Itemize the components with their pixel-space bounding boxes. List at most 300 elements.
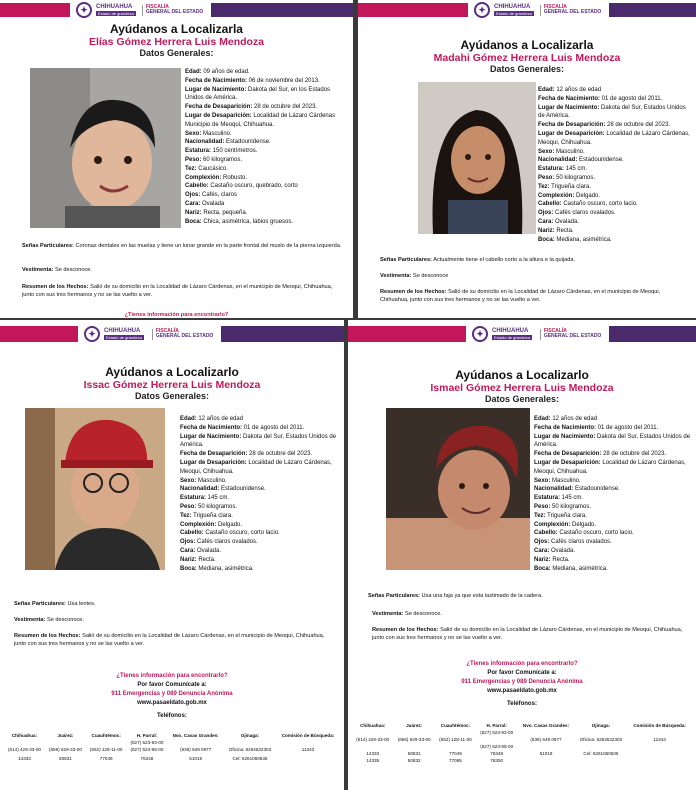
field-row: [185, 68, 350, 77]
phone-row: [352, 757, 692, 764]
field-value: Cafés claros ovalados.: [549, 539, 612, 546]
phone-cell: (614) 429-33-00: [356, 737, 390, 742]
field-label: Estatura:: [180, 495, 207, 502]
fields-list: [185, 68, 350, 226]
resumen-hechos: [380, 288, 690, 304]
phone-cell: (627) 523-93-00: [130, 740, 164, 745]
field-row: [538, 218, 694, 227]
field-value: 28 de octubre del 2023.: [252, 104, 318, 111]
vest-label: Vestimenta:: [380, 273, 412, 279]
fields-list: [534, 415, 694, 573]
field-value: 50 kilogramos.: [196, 503, 238, 510]
field-label: Cabello:: [534, 530, 558, 537]
field-row: [534, 521, 694, 530]
phone-header: Ojinaga:: [240, 733, 260, 738]
field-label: Cabello:: [538, 201, 562, 208]
field-value: Masculino.: [196, 477, 227, 484]
phone-cell: 76348: [140, 756, 154, 761]
field-label: Boca:: [538, 236, 555, 243]
phone-cell: [45, 739, 86, 746]
poster-heading: Ayúdanos a Localizarlo: [455, 368, 589, 382]
field-row: [538, 86, 694, 95]
field-row: [180, 512, 342, 521]
magenta-bar: [0, 3, 70, 17]
fiscalia-line2: GENERAL DEL ESTADO: [543, 9, 602, 15]
field-value: Ovalada.: [549, 547, 576, 554]
phone-cell: [575, 757, 628, 764]
purple-bar: [211, 3, 353, 17]
field-row: [180, 494, 342, 503]
phone-cell: 77065: [449, 758, 462, 763]
field-value: Trigueña clara.: [545, 512, 587, 519]
senas-label: Señas Particulares:: [368, 593, 420, 599]
field-row: [534, 433, 694, 451]
phone-row: [4, 739, 340, 746]
field-value: 145 cm.: [206, 495, 230, 502]
field-row: [180, 477, 342, 486]
field-row: [185, 165, 350, 174]
field-value: Recta.: [554, 227, 574, 234]
phone-header: Nvo. Casas Grandes:: [172, 733, 219, 738]
field-label: Nariz:: [180, 556, 197, 563]
field-label: Fecha de Nacimiento:: [534, 424, 597, 431]
phone-cell: 76350: [490, 758, 504, 763]
field-label: Ojos:: [185, 192, 201, 199]
field-row: [185, 77, 350, 86]
field-label: Nacionalidad:: [180, 486, 220, 493]
senas-text: Usa lentes.: [67, 601, 96, 607]
field-label: Fecha de Desaparición:: [534, 451, 602, 458]
field-label: Tez:: [185, 165, 197, 172]
vest-text: Se desconoce.: [54, 267, 92, 273]
fiscalia-label: [540, 329, 602, 340]
poster-issac: [0, 320, 344, 790]
field-row: [185, 182, 350, 191]
emergency-lines: 911 Emergencias y 089 Denuncia Anónima: [111, 691, 233, 697]
poster-heading: Ayúdanos a Localizarla: [460, 38, 594, 52]
field-value: Chica, asimétrica, labios gruesos.: [201, 218, 294, 225]
phone-cell: Oficina: 6264532303: [579, 737, 623, 742]
field-row: [534, 503, 694, 512]
field-row: [185, 138, 350, 147]
field-row: [180, 521, 342, 530]
phone-row: [4, 755, 340, 762]
contact-block: [0, 672, 344, 721]
state-logo: [472, 326, 532, 342]
field-row: [180, 547, 342, 556]
hechos-text: Salió de su domicilio en la Localidad de Lázaro Cárdenas, en el municipio de Meoqui, Chihuahua, junto con sus tres hermanos y no se las vuelto a ver.: [380, 289, 661, 303]
field-label: Lugar de Desaparición:: [534, 459, 601, 466]
purple-bar: [221, 326, 344, 342]
brand-tag: Estado de grandeza: [98, 10, 134, 16]
header-band: [0, 324, 344, 344]
field-label: Lugar de Nacimiento:: [538, 104, 600, 111]
hechos-text: Salió de su domicilio en la Localidad de Lázaro Cárdenas, en el municipio de Meoqui, Chihuahua, junto con sus tres hermanos y no se las vuelto a ver.: [22, 284, 333, 298]
vest-text: Se desconoce.: [46, 617, 84, 623]
phone-cell: (627) 523-93-00: [480, 730, 514, 735]
field-row: [180, 503, 342, 512]
state-seal-icon: ✦: [474, 2, 490, 18]
field-label: Fecha de Desaparición:: [538, 122, 606, 129]
phone-cell: Cel: 6261060636: [583, 751, 619, 756]
field-row: [534, 538, 694, 547]
state-logo: [84, 326, 144, 342]
phone-cell: [276, 739, 340, 746]
field-label: Complexión:: [538, 192, 575, 199]
section-title: Datos Generales:: [139, 48, 214, 58]
phone-row: [352, 729, 692, 736]
field-row: [534, 415, 694, 424]
phone-header: Comisión de Búsqueda:: [633, 723, 686, 728]
brand-text: CHIHUAHUA: [494, 4, 531, 11]
field-row: [534, 477, 694, 486]
phone-cell: 50831: [407, 751, 421, 756]
fiscalia-line2: GENERAL DEL ESTADO: [543, 333, 602, 339]
field-label: Nacionalidad:: [185, 139, 225, 146]
fiscalia-label: [152, 329, 214, 340]
field-row: [185, 209, 350, 218]
senas-particulares: [22, 242, 344, 250]
field-label: Lugar de Desaparición:: [180, 459, 247, 466]
phone-cell: Oficina: 6264532303: [228, 747, 272, 752]
phone-header: H. Parral:: [136, 733, 158, 738]
field-value: Masculino.: [201, 130, 232, 137]
field-label: Sexo:: [534, 477, 551, 484]
senas-text: Coronas dentales en las muelas y tiene un lunar grande en la parte frontal del muslo de la pierna izquierda.: [75, 243, 342, 249]
field-value: Robusto.: [221, 174, 248, 181]
purple-bar: [609, 3, 696, 17]
field-label: Edad:: [185, 69, 202, 75]
resumen-hechos: [372, 626, 690, 642]
field-row: [185, 147, 350, 156]
field-value: Ovalada.: [553, 218, 580, 225]
field-value: Localidad de Lázaro Cárdenas Municipio de Meoqui, Chihuahua.: [185, 112, 336, 128]
poster-madahi: [358, 0, 696, 318]
field-value: 60 kilogramos.: [201, 156, 243, 163]
field-label: Nacionalidad:: [538, 157, 578, 164]
field-value: Delgado.: [570, 521, 597, 528]
vest-text: Se desconoce.: [404, 611, 442, 617]
state-logo: [474, 2, 534, 18]
field-label: Edad:: [534, 416, 551, 422]
field-row: [538, 209, 694, 218]
field-row: [534, 450, 694, 459]
field-row: [534, 494, 694, 503]
field-label: Estatura:: [185, 148, 212, 155]
field-value: Recta.: [550, 556, 570, 563]
field-value: Estadounidense.: [224, 139, 271, 146]
field-value: Ovalada: [200, 200, 225, 207]
brand-text: CHIHUAHUA: [492, 328, 529, 335]
phone-cell: 50832: [407, 758, 421, 763]
field-label: Tez:: [180, 512, 192, 519]
field-value: 145 cm.: [560, 495, 584, 502]
field-label: Fecha de Desaparición:: [180, 451, 248, 458]
senas-label: Señas Particulares:: [14, 601, 66, 607]
field-value: Dakota del Sur, Estados Unidos de América.: [180, 433, 337, 449]
field-label: Edad:: [538, 87, 555, 93]
phone-cell: [393, 729, 434, 736]
phone-header: Comisión de Búsqueda:: [281, 733, 335, 738]
fields-list: [180, 415, 342, 573]
field-label: Cara:: [180, 547, 196, 554]
vestimenta: [380, 272, 690, 280]
phone-cell: [627, 743, 692, 750]
field-row: [180, 538, 342, 547]
hechos-text: Salió de su domicilio en la Localidad de Lázaro Cárdenas, en el municipio de Meoqui, Chihuahua, junto con sus tres hermanos y no se las vuelto a ver.: [372, 627, 683, 641]
field-label: Complexión:: [534, 521, 571, 528]
field-value: Castaño oscuro, corto lacio.: [557, 530, 634, 537]
field-row: [538, 174, 694, 183]
phone-cell: [627, 757, 692, 764]
phone-header: Chihuahua:: [360, 723, 386, 728]
field-label: Fecha de Nacimiento:: [180, 424, 243, 431]
brand-tag: Estado de grandeza: [106, 334, 142, 340]
person-photo: [30, 68, 181, 228]
field-value: Caucásico.: [196, 165, 228, 172]
fiscalia-line2: GENERAL DEL ESTADO: [155, 333, 214, 339]
field-label: Sexo:: [185, 130, 202, 137]
field-row: [180, 565, 342, 574]
phone-cell: (627) 523-95-00: [130, 747, 164, 752]
phone-header: Nvo. Casas Grandes:: [522, 723, 570, 728]
phone-cell: (636) 649 0977: [180, 747, 212, 752]
field-label: Fecha de Nacimiento:: [185, 77, 248, 84]
phone-cell: [224, 739, 276, 746]
phone-cell: 11343: [653, 737, 666, 742]
field-value: 28 de octubre del 2023.: [605, 122, 671, 129]
phone-cell: [517, 757, 574, 764]
field-value: 09 años de edad.: [201, 69, 250, 75]
brand-tag: Estado de grandeza: [494, 334, 530, 340]
phone-cell: [476, 736, 517, 743]
section-title: Datos Generales:: [484, 394, 560, 404]
field-row: [538, 227, 694, 236]
fiscalia-line1: FISCALÍA: [155, 327, 179, 334]
person-photo: [386, 408, 530, 570]
poster-heading: Ayúdanos a Localizarlo: [105, 365, 239, 379]
field-row: [534, 547, 694, 556]
field-row: [180, 433, 342, 451]
field-value: 150 centímetros.: [211, 148, 258, 155]
header-band: [358, 0, 696, 20]
field-label: Lugar de Nacimiento:: [180, 433, 242, 440]
field-row: [538, 130, 694, 148]
phone-cell: 14333: [366, 751, 380, 756]
phone-cell: 14335: [366, 758, 380, 763]
field-value: Castaño oscuro, corto lacio.: [561, 201, 638, 208]
field-value: Mediana, asimétrica.: [554, 236, 612, 243]
field-value: Mediana, asimétrica.: [550, 565, 608, 572]
field-row: [185, 218, 350, 227]
emergency-lines: 911 Emergencias y 089 Denuncia Anónima: [461, 679, 583, 685]
phone-cell: [435, 729, 476, 736]
field-row: [180, 485, 342, 494]
phone-header: H. Parral:: [486, 723, 507, 728]
field-label: Ojos:: [538, 210, 554, 217]
person-name: Elías Gómez Herrera Luis Mendoza: [88, 36, 265, 48]
field-row: [180, 415, 342, 424]
field-row: [180, 556, 342, 565]
contact-block: [348, 660, 696, 709]
phone-cell: [352, 729, 393, 736]
phone-cell: 14333: [18, 756, 31, 761]
phone-cell: [352, 743, 393, 750]
phone-cell: [627, 750, 692, 757]
person-name: Ismael Gómez Herrera Luis Mendoza: [430, 382, 614, 394]
hechos-text: Salió de su domicilio en la Localidad de Lázaro Cárdenas, en el municipio de Meoqui, Chihuahua, junto con sus tres hermanos y no se las vuelto a ver.: [14, 633, 325, 647]
field-label: Boca:: [534, 565, 551, 572]
senas-particulares: [368, 592, 686, 600]
poster-heading: Ayúdanos a Localizarla: [110, 22, 243, 36]
field-value: 28 de octubre del 2023.: [601, 451, 667, 458]
phone-cell: [517, 743, 574, 750]
contact-question: ¿Tienes información para encontrarlo?: [466, 661, 578, 667]
field-row: [180, 529, 342, 538]
fiscalia-line2: GENERAL DEL ESTADO: [145, 9, 204, 15]
vest-label: Vestimenta:: [22, 267, 54, 273]
field-label: Tez:: [538, 183, 550, 190]
phone-cell: (614) 429-33-00: [8, 747, 41, 752]
fiscalia-line1: FISCALÍA: [543, 3, 567, 10]
phone-cell: (652) 128-11-00: [89, 747, 123, 752]
field-row: [185, 130, 350, 139]
poster-ismael: [348, 320, 696, 790]
field-label: Cara:: [185, 200, 201, 207]
magenta-bar: [0, 326, 78, 342]
field-label: Fecha de Desaparición:: [185, 104, 253, 111]
field-label: Sexo:: [180, 477, 197, 484]
vestimenta: [14, 616, 334, 624]
phone-row: [4, 746, 340, 753]
field-row: [185, 112, 350, 130]
field-label: Estatura:: [534, 495, 561, 502]
field-value: 28 de octubre del 2023.: [247, 451, 313, 458]
phone-cell: 76348: [490, 751, 504, 756]
field-value: Castaño oscuro, corto lacio.: [203, 530, 280, 537]
field-value: Cafés claros ovalados.: [195, 539, 258, 546]
field-label: Lugar de Nacimiento:: [534, 433, 596, 440]
senas-label: Señas Particulares:: [380, 257, 432, 263]
resumen-hechos: [22, 283, 344, 299]
phone-cell: (652) 128-11-00: [439, 737, 472, 742]
field-value: 12 años de edad: [554, 87, 602, 93]
field-label: Boca:: [180, 565, 197, 572]
senas-particulares: [380, 256, 690, 264]
field-row: [538, 192, 694, 201]
field-row: [538, 183, 694, 192]
contact-prompt: Por favor Comunícate a:: [487, 670, 557, 676]
field-row: [185, 191, 350, 200]
field-label: Cara:: [538, 218, 554, 225]
field-row: [180, 450, 342, 459]
phone-row: [352, 743, 692, 750]
phone-cell: [575, 729, 628, 736]
state-logo: [76, 2, 136, 18]
field-label: Cabello:: [180, 530, 204, 537]
person-name: Madahi Gómez Herrera Luis Mendoza: [433, 52, 621, 64]
brand-text: CHIHUAHUA: [96, 4, 133, 11]
field-row: [538, 121, 694, 130]
field-row: [534, 512, 694, 521]
field-row: [538, 148, 694, 157]
hechos-label: Resumen de los Hechos:: [372, 627, 439, 633]
field-label: Cabello:: [185, 183, 209, 190]
purple-bar: [609, 326, 696, 342]
phone-cell: Cel: 6261060636: [232, 756, 268, 761]
field-row: [185, 103, 350, 112]
field-row: [185, 200, 350, 209]
senas-particulares: [14, 600, 334, 608]
fiscalia-line1: FISCALÍA: [543, 327, 567, 334]
phone-header: Cuauhtémoc:: [91, 733, 121, 738]
header-band: [348, 324, 696, 344]
fields-list: [538, 86, 694, 244]
phone-header: Chihuahua:: [11, 733, 38, 738]
contact-question-cut: ¿Tienes información para encontrarlo?: [124, 312, 229, 318]
phone-cell: [4, 739, 45, 746]
field-label: Lugar de Nacimiento:: [185, 86, 247, 93]
senas-text: Usa una faja ya que esta lastimado de la cadera.: [421, 593, 543, 599]
hechos-label: Resumen de los Hechos:: [14, 633, 81, 639]
field-value: Dakota del Sur, Estados Unidos de América.: [538, 104, 686, 120]
person-name: Issac Gómez Herrera Luis Mendoza: [83, 379, 261, 391]
field-value: Cafés, claros: [200, 192, 238, 199]
website-link[interactable]: www.pasaeldato.gob.mx: [487, 688, 557, 694]
field-value: 50 kilogramos.: [550, 503, 592, 510]
field-label: Sexo:: [538, 148, 555, 155]
brand-text: CHIHUAHUA: [104, 328, 141, 335]
vestimenta: [372, 610, 690, 618]
field-value: 50 kilogramos.: [554, 174, 596, 181]
state-seal-icon: ✦: [76, 2, 92, 18]
state-seal-icon: ✦: [84, 326, 100, 342]
field-value: Localidad de Lázaro Cárdenas, Meoqui, Chihuahua.: [538, 130, 690, 146]
field-label: Lugar de Desaparición:: [185, 112, 252, 119]
phone-cell: 51019: [539, 751, 553, 756]
website-link[interactable]: www.pasaeldato.gob.mx: [137, 700, 207, 706]
field-label: Nacionalidad:: [534, 486, 574, 493]
field-value: Estadounidense.: [573, 486, 620, 493]
phone-cell: 77049: [449, 751, 462, 756]
field-value: Localidad de Lázaro Cárdenas, Meoqui, Chihuahua.: [180, 459, 332, 475]
phones-table: [352, 722, 692, 764]
phone-cell: [627, 729, 692, 736]
phone-cell: [167, 739, 224, 746]
field-label: Nariz:: [534, 556, 551, 563]
fiscalia-label: [142, 5, 204, 16]
field-value: Recta.: [196, 556, 216, 563]
senas-label: Señas Particulares:: [22, 243, 74, 249]
field-row: [180, 424, 342, 433]
phone-header: Juárez:: [57, 733, 74, 738]
field-value: Delgado.: [574, 192, 601, 199]
field-value: Estadounidense.: [219, 486, 266, 493]
phone-cell: [517, 729, 574, 736]
field-label: Peso:: [538, 174, 555, 181]
field-label: Complexión:: [180, 521, 217, 528]
vest-label: Vestimenta:: [372, 611, 404, 617]
phone-cell: [435, 743, 476, 750]
field-label: Cara:: [534, 547, 550, 554]
phone-cell: (656) 629-33-00: [48, 747, 82, 752]
field-value: Recta, pequeña.: [201, 209, 248, 216]
field-label: Peso:: [180, 503, 197, 510]
field-row: [538, 236, 694, 245]
phone-cell: 50831: [59, 756, 72, 761]
field-row: [185, 156, 350, 165]
field-label: Nariz:: [185, 209, 202, 216]
